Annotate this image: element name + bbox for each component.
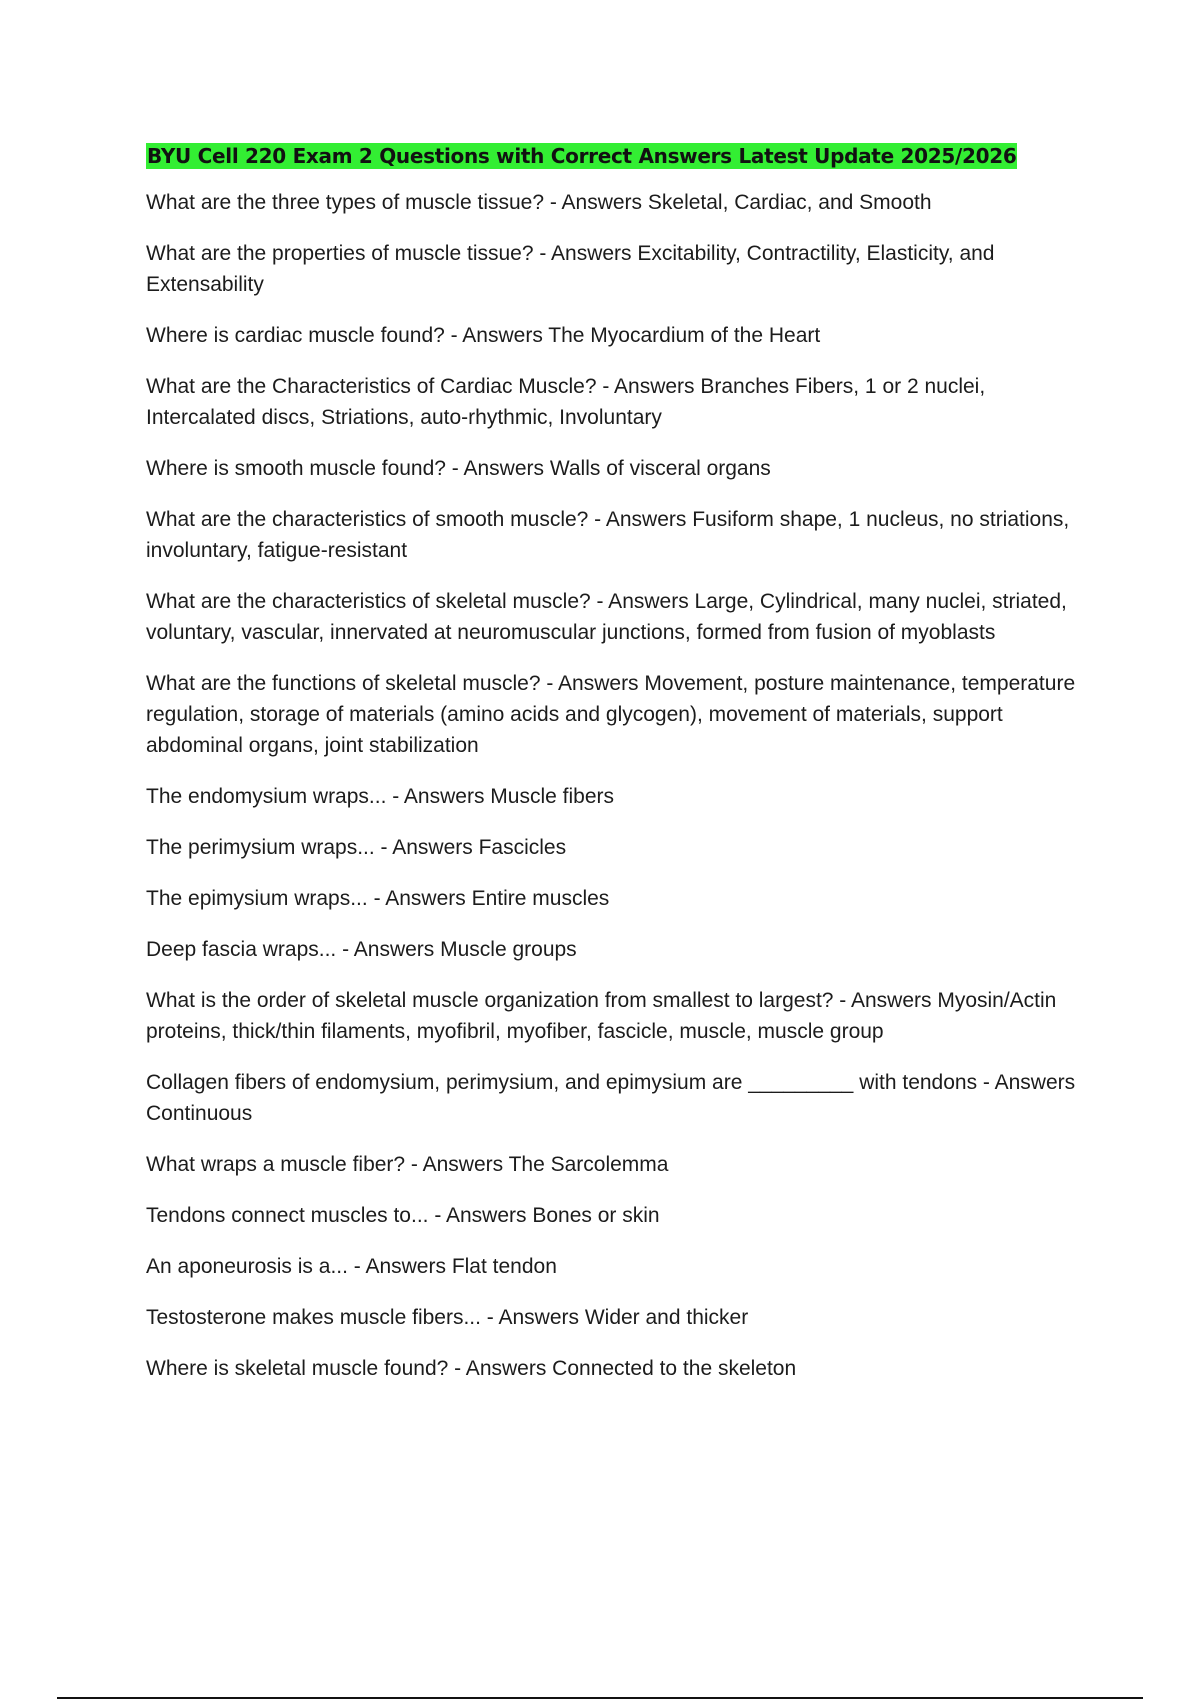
qa-item: The endomysium wraps... - Answers Muscle fibers [146, 785, 614, 808]
qa-item: What are the three types of muscle tissue? - Answers Skeletal, Cardiac, and Smooth [146, 191, 932, 214]
qa-item: What are the properties of muscle tissue? - Answers Excitability, Contractility, Elasticity, and Extensability [146, 242, 995, 296]
qa-list [146, 187, 1076, 1384]
qa-item: Collagen fibers of endomysium, perimysium, and epimysium are _________ with tendons - Answers Continuous [146, 1071, 1076, 1125]
qa-item: Deep fascia wraps... - Answers Muscle groups [146, 938, 577, 961]
qa-item: Where is smooth muscle found? - Answers Walls of visceral organs [146, 457, 771, 480]
qa-item: What are the functions of skeletal muscle? - Answers Movement, posture maintenance, temperature regulation, storage of materials (amino acids and glycogen), movement of materials, support abdominal organs, joint stabilization [146, 672, 1076, 757]
qa-item: Testosterone makes muscle fibers... - Answers Wider and thicker [146, 1306, 749, 1329]
qa-item: What wraps a muscle fiber? - Answers The Sarcolemma [146, 1153, 669, 1176]
qa-item: Tendons connect muscles to... - Answers Bones or skin [146, 1204, 660, 1227]
title-wrap [146, 141, 1076, 171]
qa-item: Where is skeletal muscle found? - Answers Connected to the skeleton [146, 1357, 797, 1380]
qa-item: What are the characteristics of smooth muscle? - Answers Fusiform shape, 1 nucleus, no striations, involuntary, fatigue-resistant [146, 508, 1070, 562]
footer-rule [57, 1697, 1143, 1699]
qa-item: What are the characteristics of skeletal muscle? - Answers Large, Cylindrical, many nuclei, striated, voluntary, vascular, innervated at neuromuscular junctions, formed from fusion of myoblasts [146, 590, 1067, 644]
document-content [146, 141, 1076, 1404]
qa-item: What is the order of skeletal muscle organization from smallest to largest? - Answers Myosin/Actin proteins, thick/thin filaments, myofibril, myofiber, fascicle, muscle, muscle group [146, 989, 1057, 1043]
qa-item: Where is cardiac muscle found? - Answers The Myocardium of the Heart [146, 324, 821, 347]
qa-item: The perimysium wraps... - Answers Fascicles [146, 836, 567, 859]
qa-item: An aponeurosis is a... - Answers Flat tendon [146, 1255, 557, 1278]
document-title: BYU Cell 220 Exam 2 Questions with Correct Answers Latest Update 2025/2026 [147, 144, 1017, 168]
qa-item: The epimysium wraps... - Answers Entire muscles [146, 887, 610, 910]
qa-item: What are the Characteristics of Cardiac Muscle? - Answers Branches Fibers, 1 or 2 nuclei, Intercalated discs, Striations, auto-rhythmic, Involuntary [146, 375, 986, 429]
